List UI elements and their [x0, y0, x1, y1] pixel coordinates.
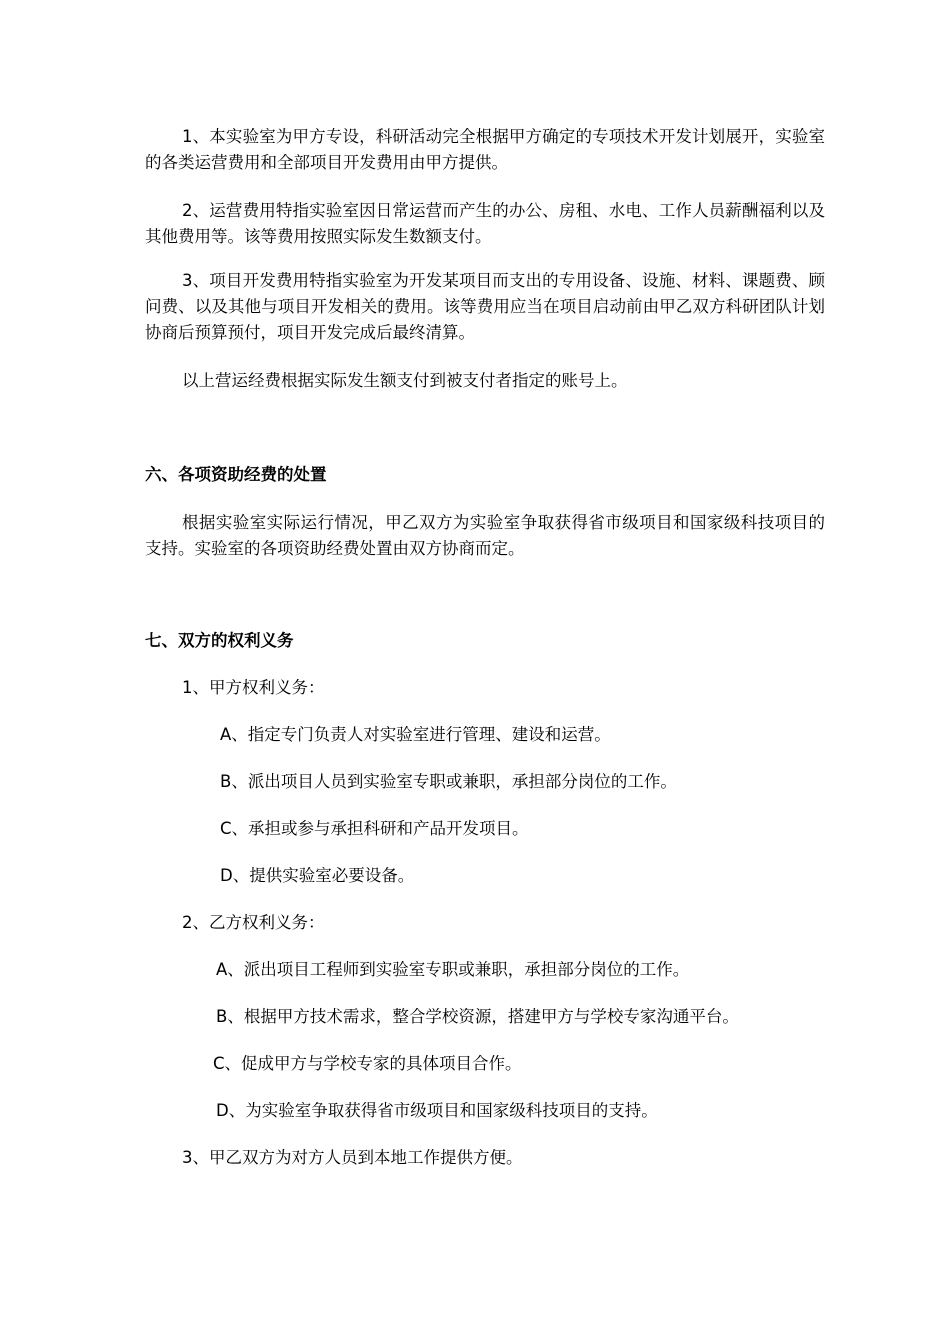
mutual-obligation: 3、甲乙双方为对方人员到本地工作提供方便。	[182, 1148, 523, 1167]
party-a-item-b: B、派出项目人员到实验室专职或兼职，承担部分岗位的工作。	[220, 772, 677, 791]
paragraph-project-costs: 3、项目开发费用特指实验室为开发某项目而支出的专用设备、设施、材料、课题费、顾问费、以及其他与项目开发相关的费用。该等费用应当在项目启动前由甲乙双方科研团队计划协商后预算预付，项目开发完成后最终清算。	[145, 271, 825, 342]
party-b-item-b: B、根据甲方技术需求，整合学校资源，搭建甲方与学校专家沟通平台。	[216, 1007, 739, 1026]
party-b-item-d: D、为实验室争取获得省市级项目和国家级科技项目的支持。	[216, 1101, 658, 1120]
party-a-item-d: D、提供实验室必要设备。	[220, 866, 415, 885]
party-a-item-c: C、承担或参与承担科研和产品开发项目。	[220, 819, 529, 838]
section-heading-rights-obligations: 七、双方的权利义务	[145, 631, 294, 650]
paragraph-operating-costs: 2、运营费用特指实验室因日常运营而产生的办公、房租、水电、工作人员薪酬福利以及其他费用等。该等费用按照实际发生数额支付。	[145, 201, 825, 246]
party-b-item-c: C、促成甲方与学校专家的具体项目合作。	[213, 1054, 522, 1073]
party-b-item-a: A、派出项目工程师到实验室专职或兼职，承担部分岗位的工作。	[216, 960, 690, 979]
paragraph-payment-account: 以上营运经费根据实际发生额支付到被支付者指定的账号上。	[182, 371, 628, 390]
party-a-title: 1、甲方权利义务：	[182, 678, 325, 697]
paragraph-funding-disposal: 根据实验室实际运行情况，甲乙双方为实验室争取获得省市级项目和国家级科技项目的支持。实验室的各项资助经费处置由双方协商而定。	[145, 513, 825, 558]
paragraph-funding-source: 1、本实验室为甲方专设，科研活动完全根据甲方确定的专项技术开发计划展开，实验室的各类运营费用和全部项目开发费用由甲方提供。	[145, 127, 825, 172]
party-b-title: 2、乙方权利义务：	[182, 913, 325, 932]
section-heading-funding-disposal: 六、各项资助经费的处置	[145, 465, 327, 484]
party-a-item-a: A、指定专门负责人对实验室进行管理、建设和运营。	[220, 725, 611, 744]
